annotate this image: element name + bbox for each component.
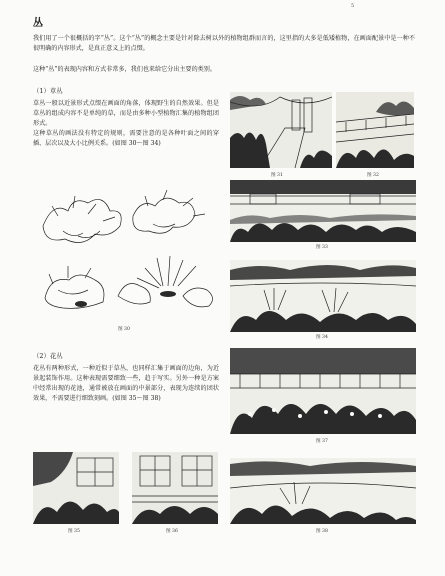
figure-caption: 图 37 (316, 439, 328, 444)
body-paragraph: 草丛一般以近景形式点缀在画面的角落，体现野生的自然效果。但是草丛的组成内容不是单纯的草，而是由多种小型植物汇集的植物组团形式。 (33, 100, 219, 127)
figure-38-flower-bed (230, 458, 416, 524)
figure-caption: 图 38 (316, 529, 328, 534)
page-number: 5 (351, 3, 355, 9)
figure-33-house-garden (230, 180, 416, 242)
figure-36-brick-planter (132, 452, 218, 524)
section-heading-flower: （2）花丛 (33, 352, 63, 360)
figure-caption: 图 36 (166, 529, 178, 534)
figure-caption: 图 32 (367, 173, 379, 178)
figure-caption: 图 33 (316, 245, 328, 250)
intro-paragraph: 这种“丛”的表现内容和方式非常多，我们也来给它分出主要的类别。 (33, 66, 216, 73)
figure-35-flower-corner (33, 452, 119, 524)
figure-31-garden-path (230, 92, 332, 168)
figure-34-meadow (230, 260, 416, 332)
figure-caption: 图 31 (271, 173, 283, 178)
figure-30-grass-sketches (33, 186, 223, 326)
figure-caption: 图 35 (68, 529, 80, 534)
intro-paragraph: 我们用了一个很概括的字“丛”。这个“丛”的概念主要是针对除去树以外的植物组群而言的，这里指的大多是低矮植物，在画面配景中是一种不很明确的内容形式，是真正意义上的点缀。 (33, 35, 415, 52)
figure-caption: 图 30 (118, 327, 130, 332)
page-title: 丛 (33, 18, 44, 29)
section-heading-grass: （1）草丛 (33, 87, 63, 95)
figure-caption: 图 34 (316, 335, 328, 340)
figure-37-fence-flowers (230, 348, 416, 434)
body-paragraph: 花丛有两种形式，一种近似于草丛，也同样汇集于画面的边角，为近景起装饰作用。这种表现需要细致一些，趋于写实。另外一种是方案中经常出现的花池，通常被放在画面的中景部分，表现为连续的团状效果，不需要进行细致刻画。(如图 35～图 38) (33, 365, 219, 402)
figure-32-wall-planting (336, 92, 414, 168)
body-paragraph: 这种草丛的画法没有特定的规则，需要注意的是各种叶面之间的穿插、层次以及大小比例关系。(如图 30～图 34) (33, 130, 219, 147)
